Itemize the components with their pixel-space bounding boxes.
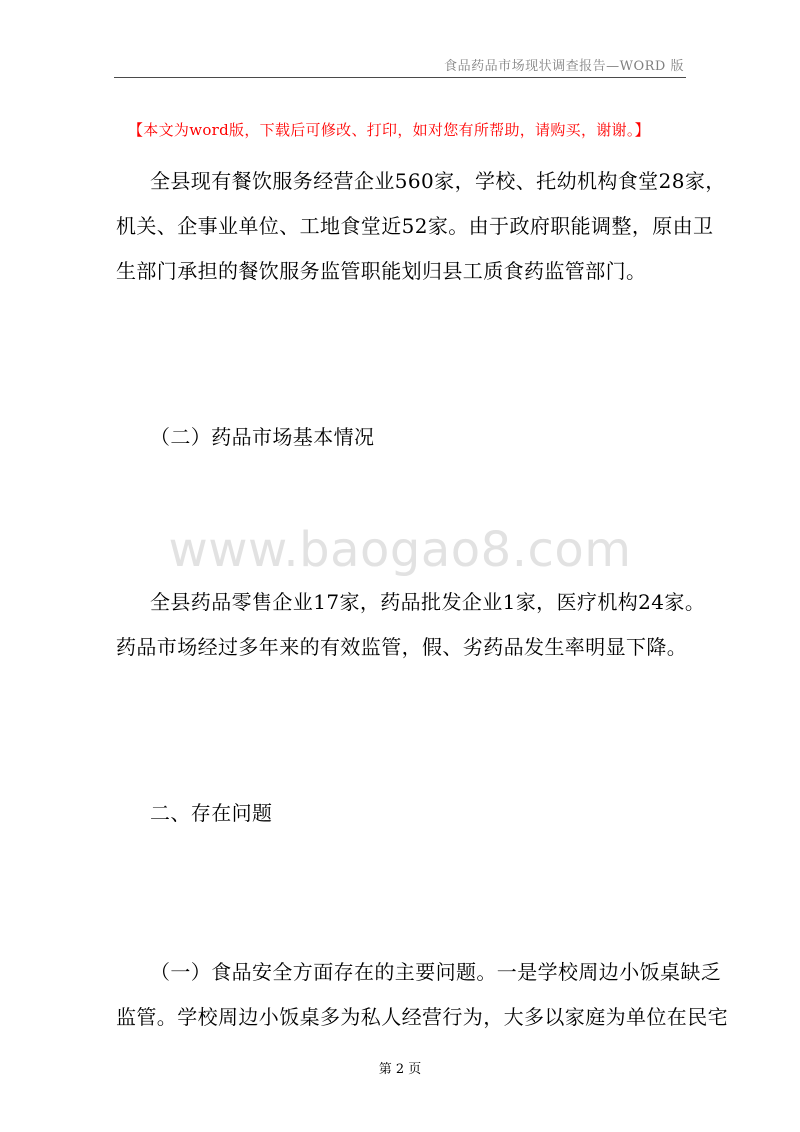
header-divider [114, 77, 686, 78]
page-number: 第 2 页 [378, 1062, 422, 1077]
paragraph-catering [116, 159, 726, 294]
paragraph-line: （一）食品安全方面存在的主要问题。一是学校周边小饭桌缺乏 [150, 960, 722, 984]
running-header-title: 食品药品市场现状调查报告—WORD 版 [444, 59, 684, 74]
section-heading-problems: 二、存在问题 [150, 801, 273, 825]
paragraph-drug-market [116, 580, 706, 670]
paragraph-line: 机关、企事业单位、工地食堂近52家。由于政府职能调整，原由卫 [116, 214, 714, 238]
paragraph-line: 药品市场经过多年来的有效监管，假、劣药品发生率明显下降。 [116, 635, 688, 659]
download-notice: 【本文为word版，下载后可修改、打印，如对您有所帮助，请购买，谢谢。】 [128, 121, 650, 139]
section-heading-drug-market: （二）药品市场基本情况 [150, 425, 375, 449]
paragraph-line: 监管。学校周边小饭桌多为私人经营行为，大多以家庭为单位在民宅 [116, 1005, 728, 1029]
paragraph-line: 全县现有餐饮服务经营企业560家，学校、托幼机构食堂28家， [150, 169, 726, 193]
paragraph-food-safety [116, 950, 728, 1040]
paragraph-line: 生部门承担的餐饮服务监管职能划归县工质食药监管部门。 [116, 259, 647, 283]
watermark-text: www.baogao8.com [168, 522, 632, 578]
paragraph-line: 全县药品零售企业17家，药品批发企业1家，医疗机构24家。 [150, 590, 706, 614]
